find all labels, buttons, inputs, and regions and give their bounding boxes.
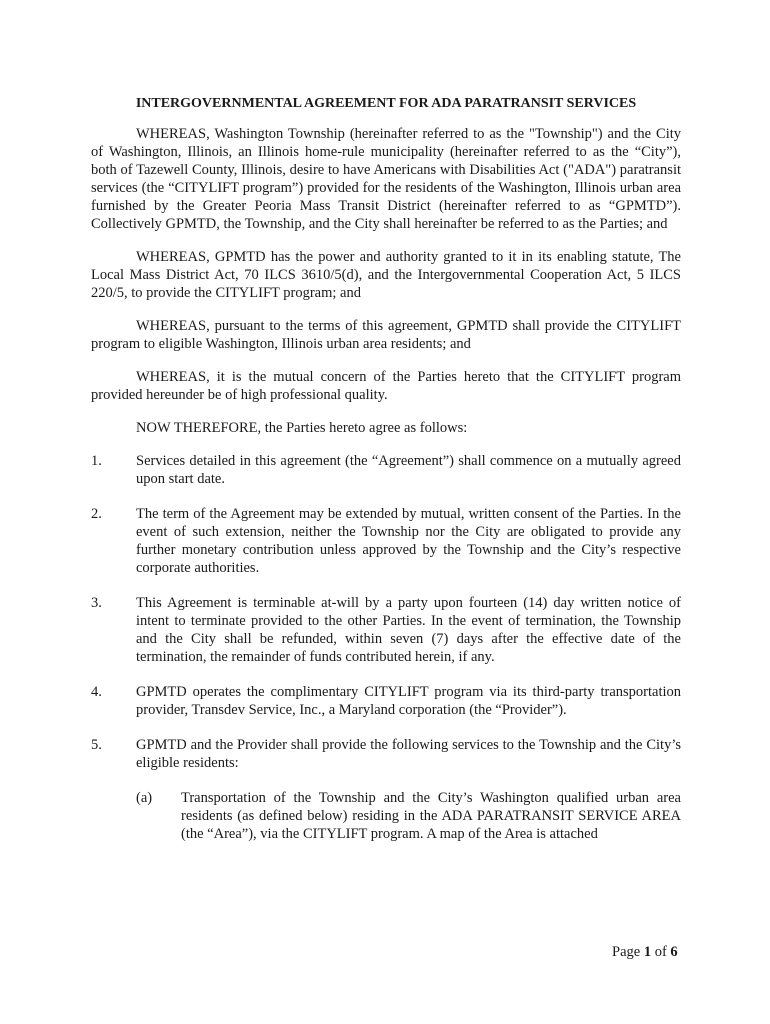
whereas-paragraph-1: WHEREAS, Washington Township (hereinafter referred to as the "Township") and the City of Washington, Illinois, an Illinois home-rule municipality (hereinafter referred to as the “City”), both of Tazewell County, Illinois, desire to have Americans with Disabilities Act ("ADA") paratransit services (the “CITYLIFT program”) provided for the residents of the Washington, Illinois urban area furnished by the Greater Peoria Mass Transit District (hereinafter referred to as “GPMTD”). Collectively GPMTD, the Township, and the City shall hereinafter be referred to as the Parties; and — [91, 126, 681, 232]
clause-number: 1. — [91, 453, 102, 469]
page-prefix: Page — [612, 944, 644, 960]
whereas-paragraph-2: WHEREAS, GPMTD has the power and authority granted to it in its enabling statute, The Local Mass District Act, 70 ILCS 3610/5(d), and the Intergovernmental Cooperation Act, 5 ILCS 220/5, to provide the CITYLIFT program; and — [91, 249, 681, 301]
document-title: INTERGOVERNMENTAL AGREEMENT FOR ADA PARATRANSIT SERVICES — [135, 96, 637, 111]
total-pages: 6 — [670, 944, 678, 960]
clause-2 — [91, 505, 681, 577]
clause-number: 4. — [91, 684, 102, 700]
clause-4 — [91, 683, 681, 719]
document-page — [91, 95, 681, 843]
now-therefore-paragraph: NOW THEREFORE, the Parties hereto agree as follows: — [136, 420, 468, 436]
clause-text: The term of the Agreement may be extended by mutual, written consent of the Parties. In the event of such extension, neither the Township nor the City are obligated to provide any further monetary contribution unless approved by the Township and the City’s respective corporate authorities. — [136, 506, 681, 576]
subclause-number: (a) — [136, 790, 153, 806]
clause-text: GPMTD and the Provider shall provide the following services to the Township and the City’s eligible residents: — [136, 737, 681, 771]
page-middle: of — [651, 944, 671, 960]
clause-text: GPMTD operates the complimentary CITYLIFT program via its third-party transportation provider, Transdev Service, Inc., a Maryland corporation (the “Provider”). — [136, 684, 681, 718]
subclause-a — [136, 789, 681, 843]
clause-3 — [91, 594, 681, 666]
clause-number: 5. — [91, 737, 102, 753]
subclause-text: Transportation of the Township and the City’s Washington qualified urban area residents (as defined below) residing in the ADA PARATRANSIT SERVICE AREA (the “Area”), via the CITYLIFT program. A map of the Area is attached — [181, 790, 681, 842]
current-page: 1 — [643, 944, 652, 960]
whereas-paragraph-3: WHEREAS, pursuant to the terms of this agreement, GPMTD shall provide the CITYLIFT program to eligible Washington, Illinois urban area residents; and — [91, 318, 681, 352]
clause-text: This Agreement is terminable at-will by a party upon fourteen (14) day written notice of intent to terminate provided to the other Parties. In the event of termination, the Township and the City shall be refunded, within seven (7) days after the effective date of the termination, the remainder of funds contributed herein, if any. — [136, 595, 681, 665]
clause-1 — [91, 452, 681, 488]
clause-number: 3. — [91, 595, 102, 611]
clause-5 — [91, 736, 681, 772]
clause-number: 2. — [91, 506, 102, 522]
page-number-footer — [612, 943, 678, 961]
clause-text: Services detailed in this agreement (the “Agreement”) shall commence on a mutually agreed upon start date. — [136, 453, 681, 487]
whereas-paragraph-4: WHEREAS, it is the mutual concern of the Parties hereto that the CITYLIFT program provided hereunder be of high professional quality. — [91, 369, 681, 403]
